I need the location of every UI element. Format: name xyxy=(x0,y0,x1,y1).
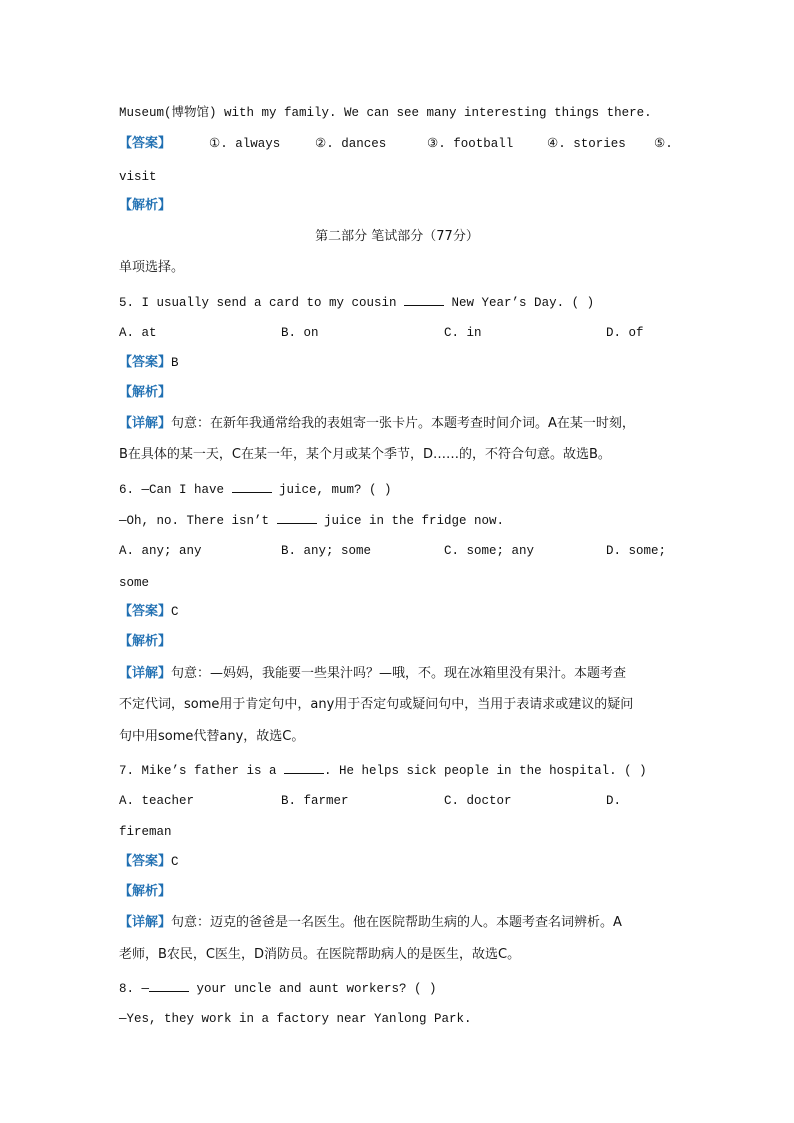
q6-stem-1 xyxy=(119,480,392,499)
q7-stem-b: . He helps sick people in the hospital. ( ) xyxy=(324,764,647,778)
q5-option-c: C. in xyxy=(444,326,482,340)
q5-option-a: A. at xyxy=(119,326,157,340)
q7-blank xyxy=(284,761,324,774)
q6-option-wrap: some xyxy=(119,576,150,590)
q5-blank xyxy=(404,293,444,306)
q6-stem2-a: —Oh, no. There isn’t xyxy=(119,514,277,528)
answer-tag: 【答案】 xyxy=(119,604,172,619)
q6-detail-line-3: 句中用some代替any，故选C。 xyxy=(119,729,305,744)
analysis-tag: 【解析】 xyxy=(119,884,172,899)
answer-tag: 【答案】 xyxy=(119,136,172,151)
q5-detail-line-1 xyxy=(119,415,635,433)
q5-detail-1: 句意：在新年我通常给我的表姐寄一张卡片。本题考查时间介词。A在某一时刻， xyxy=(171,416,635,431)
q4-answer-line xyxy=(119,134,679,153)
q5-stem xyxy=(119,293,594,312)
q6-option-b: B. any; some xyxy=(281,544,372,558)
answer-tag: 【答案】 xyxy=(119,854,172,869)
analysis-tag: 【解析】 xyxy=(119,198,172,213)
q4-answer-2: ②. dances xyxy=(315,137,387,151)
q7-stem xyxy=(119,761,647,780)
q4-answer-1: ①. always xyxy=(209,137,281,151)
q7-stem-a: 7. Mike’s father is a xyxy=(119,764,285,778)
detail-tag: 【详解】 xyxy=(119,915,172,930)
q7-detail-line-1 xyxy=(119,914,622,932)
q8-stem-1 xyxy=(119,979,437,998)
q6-option-d: D. some; xyxy=(606,544,667,558)
q6-detail-line-1 xyxy=(119,665,626,683)
q7-option-c: C. doctor xyxy=(444,794,512,808)
q4-answer-5: ⑤. xyxy=(654,137,673,151)
q4-answer-3: ③. football xyxy=(427,137,514,151)
q8-stem-2: —Yes, they work in a factory near Yanlong Park. xyxy=(119,1012,472,1026)
q7-answer-value: C xyxy=(171,855,179,869)
detail-tag: 【详解】 xyxy=(119,666,172,681)
q7-option-wrap: fireman xyxy=(119,825,172,839)
q5-answer-value: B xyxy=(171,356,179,370)
q8-blank xyxy=(149,979,189,992)
q6-blank-2 xyxy=(277,511,317,524)
analysis-tag: 【解析】 xyxy=(119,385,172,400)
q5-option-b: B. on xyxy=(281,326,319,340)
q5-stem-b: New Year’s Day. ( ) xyxy=(444,296,595,310)
q6-option-a: A. any; any xyxy=(119,544,202,558)
q5-stem-a: 5. I usually send a card to my cousin xyxy=(119,296,405,310)
q6-stem-2 xyxy=(119,511,504,530)
q6-detail-line-2: 不定代词，some用于肯定句中，any用于否定句或疑问句中，当用于表请求或建议的疑问 xyxy=(119,697,634,712)
q7-detail-line-2: 老师，B农民，C医生，D消防员。在医院帮助病人的是医生，故选C。 xyxy=(119,947,521,962)
q6-answer-value: C xyxy=(171,605,179,619)
q5-option-d: D. of xyxy=(606,326,644,340)
intro-line: Museum(博物馆) with my family. We can see many interesting things there. xyxy=(119,106,652,120)
q6-stem1-a: 6. —Can I have xyxy=(119,483,232,497)
q7-option-a: A. teacher xyxy=(119,794,195,808)
q8-stem1-b: your uncle and aunt workers? ( ) xyxy=(189,982,437,996)
q5-detail-line-2: B在具体的某一天，C在某一年，某个月或某个季节，D……的，不符合句意。故选B。 xyxy=(119,447,611,462)
q6-stem2-b: juice in the fridge now. xyxy=(316,514,505,528)
q6-detail-1: 句意：—妈妈，我能要一些果汁吗？—哦，不。现在冰箱里没有果汁。本题考查 xyxy=(171,666,627,681)
section-title: 第二部分 笔试部分（77分） xyxy=(315,229,479,244)
answer-tag: 【答案】 xyxy=(119,355,172,370)
section-subtitle: 单项选择。 xyxy=(119,260,185,275)
q7-detail-1: 句意：迈克的爸爸是一名医生。他在医院帮助生病的人。本题考查名词辨析。A xyxy=(171,915,622,930)
q7-option-b: B. farmer xyxy=(281,794,349,808)
q6-stem1-b: juice, mum? ( ) xyxy=(271,483,392,497)
q7-answer xyxy=(119,852,179,871)
q5-answer xyxy=(119,353,179,372)
analysis-tag: 【解析】 xyxy=(119,634,172,649)
q6-blank-1 xyxy=(232,480,272,493)
q7-option-d: D. xyxy=(606,794,622,808)
q6-answer xyxy=(119,602,179,621)
q8-stem1-a: 8. — xyxy=(119,982,150,996)
q6-option-c: C. some; any xyxy=(444,544,535,558)
q4-answer-4: ④. stories xyxy=(547,137,626,151)
detail-tag: 【详解】 xyxy=(119,416,172,431)
q4-answer-wrap: visit xyxy=(119,170,157,184)
